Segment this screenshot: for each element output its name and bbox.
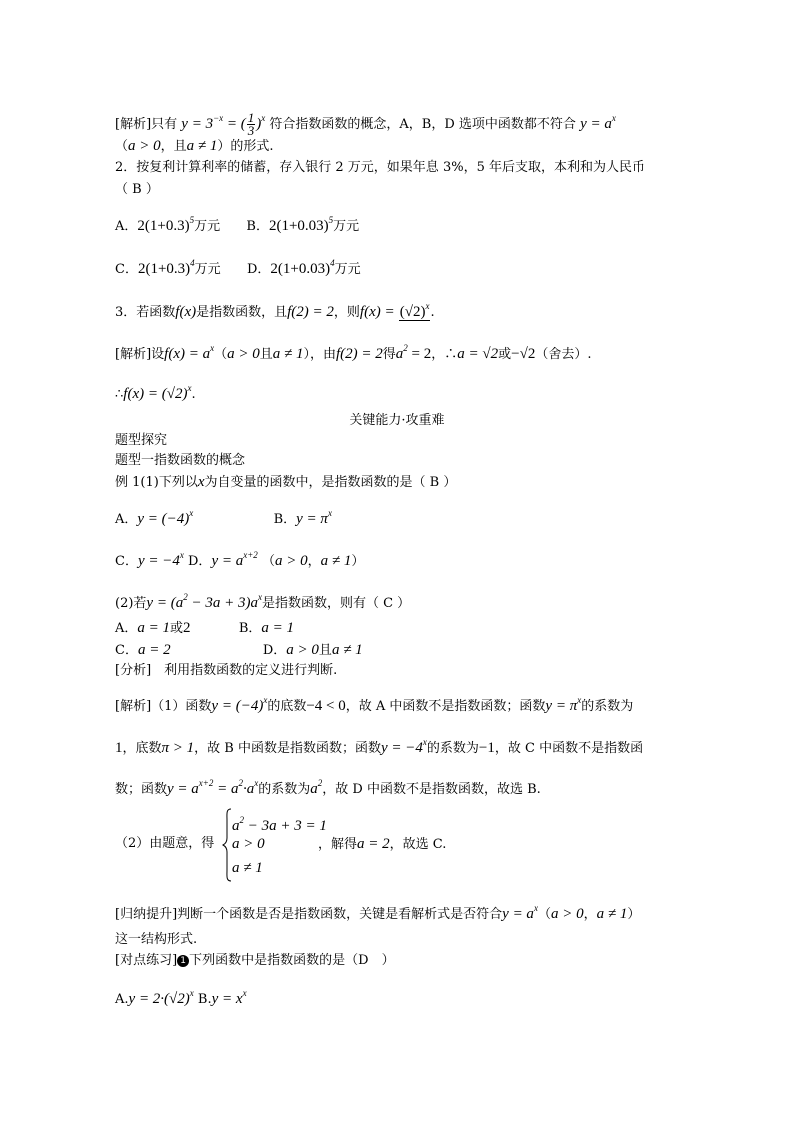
section-heading: 关键能力·攻重难 [349, 413, 445, 428]
formula: $y = 3^{-x}$ = ( $\frac{1}{3}$ )$^x$ [181, 110, 266, 139]
practice-options: $A.y = 2\cdot(√2)^x$ $B.y = x^x$ [115, 988, 247, 1007]
analysis-line-1: [解析]只有 $y = 3^{-x}$ = ( $\frac{1}{3}$ )$^x$ 符合指数函数的概念，A，B，D 选项中函数都不符合 $y = a^x$ [115, 110, 616, 139]
solution-2-result: ，解得a = 2，故选 C. [318, 836, 447, 852]
solution-1-line-2: 1，底数π > 1，故 B 中函数是指数函数；函数$y = -4^x$的系数为−1，故 C 中函数不是指数函 [115, 737, 644, 756]
analysis-line-2: （a > 0，且a ≠ 1）的形式. [115, 138, 274, 154]
solution-1-line-3: 数；函数$y = a^{x+2} = a^2\cdot a^x$的系数为$a^2$，故 D 中函数不是指数函数，故选 B. [115, 778, 541, 797]
solution-3-line-2: ∴f(x) = $(√2)^x$. [115, 383, 196, 402]
solution-1-line-1: [解析]（1）函数$y = (-4)^x$的底数−4 < 0，故 A 中函数不是指数函数；函数$y = \pi^x$的系数为 [115, 695, 634, 714]
solution-3-line-1: [解析]设$f(x) = a^x(a > 0$且a ≠ 1），由f(2) = 2得$a^2 = 2$，∴a = √2或−√2（舍去）. [115, 343, 592, 362]
practice-stem: [对点练习] 1 下列函数中是指数函数的是（D ） [115, 953, 395, 968]
question-2-answer: （ B ） [115, 182, 159, 197]
example-2-stem: (2)若$y = (a^2 - 3a + 3)a^x$是指数函数，则有（ C ） [115, 592, 411, 611]
solution-2-label: （2）由题意，得 [115, 836, 215, 851]
system-equation-3: a ≠ 1 [232, 860, 263, 876]
question-2-options-ab: A．$2(1+0.3)^5$万元 B．$2(1+0.03)^5$万元 [115, 215, 360, 234]
subheading: 题型探究 [115, 433, 168, 448]
summary-line-2: 这一结构形式. [115, 932, 198, 947]
example-1-stem: 例 1(1)下列以x为自变量的函数中，是指数函数的是（ B ） [115, 474, 457, 490]
summary-line-1: [归纳提升]判断一个函数是否是指数函数，关键是看解析式是否符合$y = a^x(a > 0$，a ≠ 1） [115, 903, 641, 922]
answer-blank: $(√2)^x$ [399, 301, 430, 320]
system-equation-1: $a^2 - 3a + 3 = 1$ [232, 815, 327, 834]
question-3: 3．若函数f(x)是指数函数，且f(2) = 2，则$f(x) = (√2)^x$. [115, 301, 435, 320]
fraction: $\frac{1}{3}$ [247, 110, 255, 139]
example-1-options-cd: C．$y = -4^x$ D．$y = a^{x+2}$ （a > 0，a ≠ 1） [115, 550, 365, 569]
topic-heading: 题型一指数函数的概念 [115, 453, 246, 468]
example-2-options-ab: A．a = 1或2 B．a = 1 [115, 620, 294, 636]
question-2-stem: 2．按复利计算利率的储蓄，存入银行 2 万元，如果年息 3%，5 年后支取，本利和为人民币 [115, 160, 645, 175]
number-1-badge: 1 [177, 955, 189, 967]
left-brace [222, 808, 232, 882]
system-equation-2: a > 0 [232, 836, 265, 852]
analysis-hint: [分析] 利用指数函数的定义进行判断. [115, 663, 338, 678]
example-2-options-cd: C．a = 2 D．a > 0且a ≠ 1 [115, 642, 363, 658]
example-1-options-ab: A．$y = (-4)^x$ B．$y = \pi^x$ [115, 508, 332, 527]
question-2-options-cd: C．$2(1+0.3)^4$万元 D．$2(1+0.03)^4$万元 [115, 258, 361, 277]
